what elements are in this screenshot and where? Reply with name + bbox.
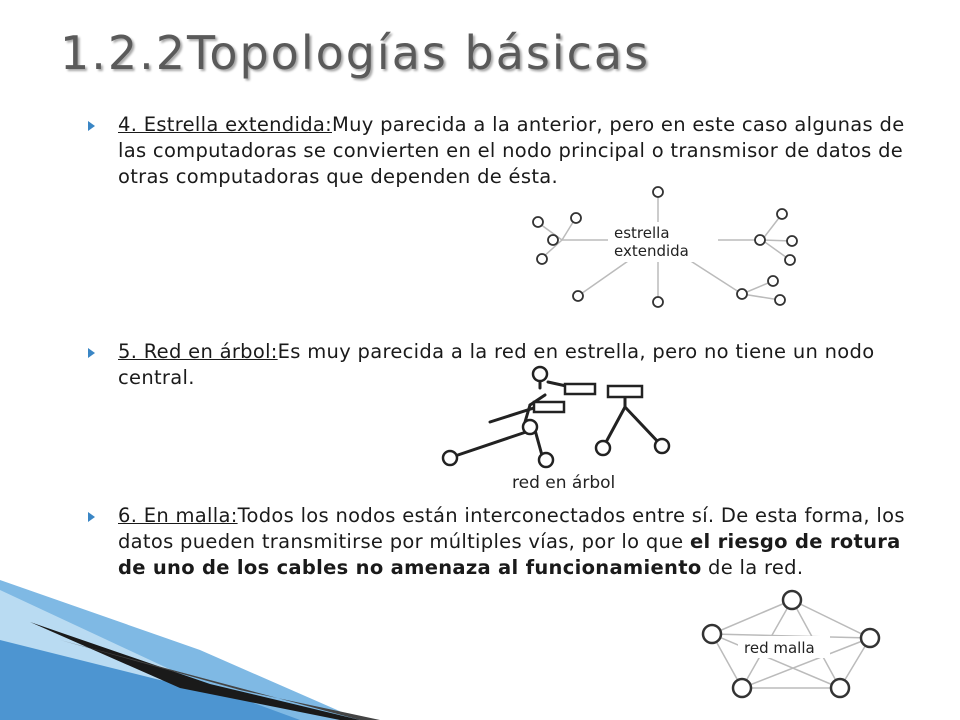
bullet-description: Todos los nodos están interconectados entre sí. De esta forma, los datos pueden transmitirse por múltiples vías, por lo que: [118, 504, 905, 553]
triangle-bullet-icon: [88, 512, 95, 522]
bullet-text: [118, 503, 928, 581]
slide-title: 1.2.2Topologías básicas: [60, 26, 651, 80]
triangle-bullet-icon: [88, 121, 95, 131]
bullet-extended-star: [88, 112, 928, 192]
bullet-term: 5. Red en árbol:: [118, 340, 278, 363]
extended-star-label-1: estrella: [614, 224, 670, 242]
bullet-description-end: de la red.: [701, 556, 804, 579]
mesh-label: red malla: [744, 639, 815, 657]
extended-star-label-2: extendida: [614, 242, 689, 260]
bullet-description: Muy parecida a la anterior, pero en este caso algunas de las computadoras se convierten en el nodo principal o transmisor de datos de otras computadoras que dependen de ésta.: [118, 113, 905, 188]
mesh-diagram: [692, 588, 892, 708]
corner-swoosh-decoration: [0, 580, 420, 720]
tree-diagram: [430, 362, 680, 497]
bullet-description: Es muy parecida a la red en estrella, pero no tiene un nodo central.: [118, 340, 875, 389]
bullet-emphasis: el riesgo de rotura de uno de los cables no amenaza al funcionamiento: [118, 530, 901, 579]
triangle-bullet-icon: [88, 348, 95, 358]
bullet-text: [118, 112, 928, 190]
bullet-term: 6. En malla:: [118, 504, 238, 527]
tree-label: red en árbol: [512, 473, 616, 493]
extended-star-diagram: [520, 184, 810, 314]
bullet-term: 4. Estrella extendida:: [118, 113, 332, 136]
